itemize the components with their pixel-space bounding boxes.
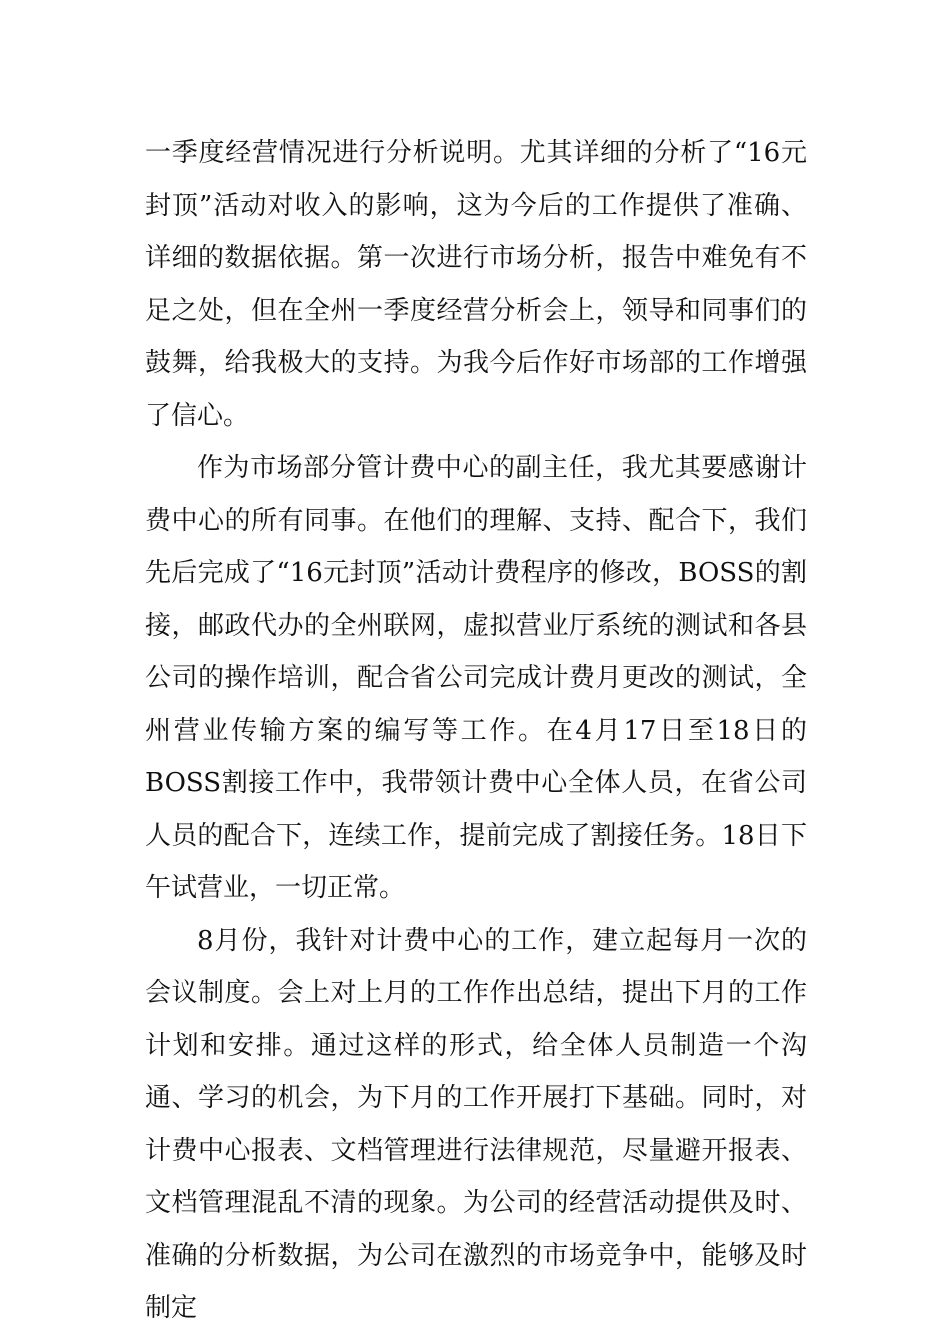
document-body <box>145 127 807 1335</box>
paragraph-3: 8月份，我针对计费中心的工作，建立起每月一次的会议制度。会上对上月的工作作出总结，提出下月的工作计划和安排。通过这样的形式，给全体人员制造一个沟通、学习的机会，为下月的工作开展打下基础。同时，对计费中心报表、文档管理进行法律规范，尽量避开报表、文档管理混乱不清的现象。为公司的经营活动提供及时、准确的分析数据，为公司在激烈的市场竞争中，能够及时制定 <box>145 925 807 1323</box>
paragraph-2: 作为市场部分管计费中心的副主任，我尤其要感谢计费中心的所有同事。在他们的理解、支持、配合下，我们先后完成了“16元封顶”活动计费程序的修改，BOSS的割接，邮政代办的全州联网，虚拟营业厅系统的测试和各县公司的操作培训，配合省公司完成计费月更改的测试，全州营业传输方案的编写等工作。在4月17日至18日的BOSS割接工作中，我带领计费中心全体人员，在省公司人员的配合下，连续工作，提前完成了割接任务。18日下午试营业，一切正常。 <box>145 453 807 903</box>
paragraph-1: 一季度经营情况进行分析说明。尤其详细的分析了“16元封顶”活动对收入的影响，这为今后的工作提供了准确、详细的数据依据。第一次进行市场分析，报告中难免有不足之处，但在全州一季度经营分析会上，领导和同事们的鼓舞，给我极大的支持。为我今后作好市场部的工作增强了信心。 <box>145 138 807 431</box>
